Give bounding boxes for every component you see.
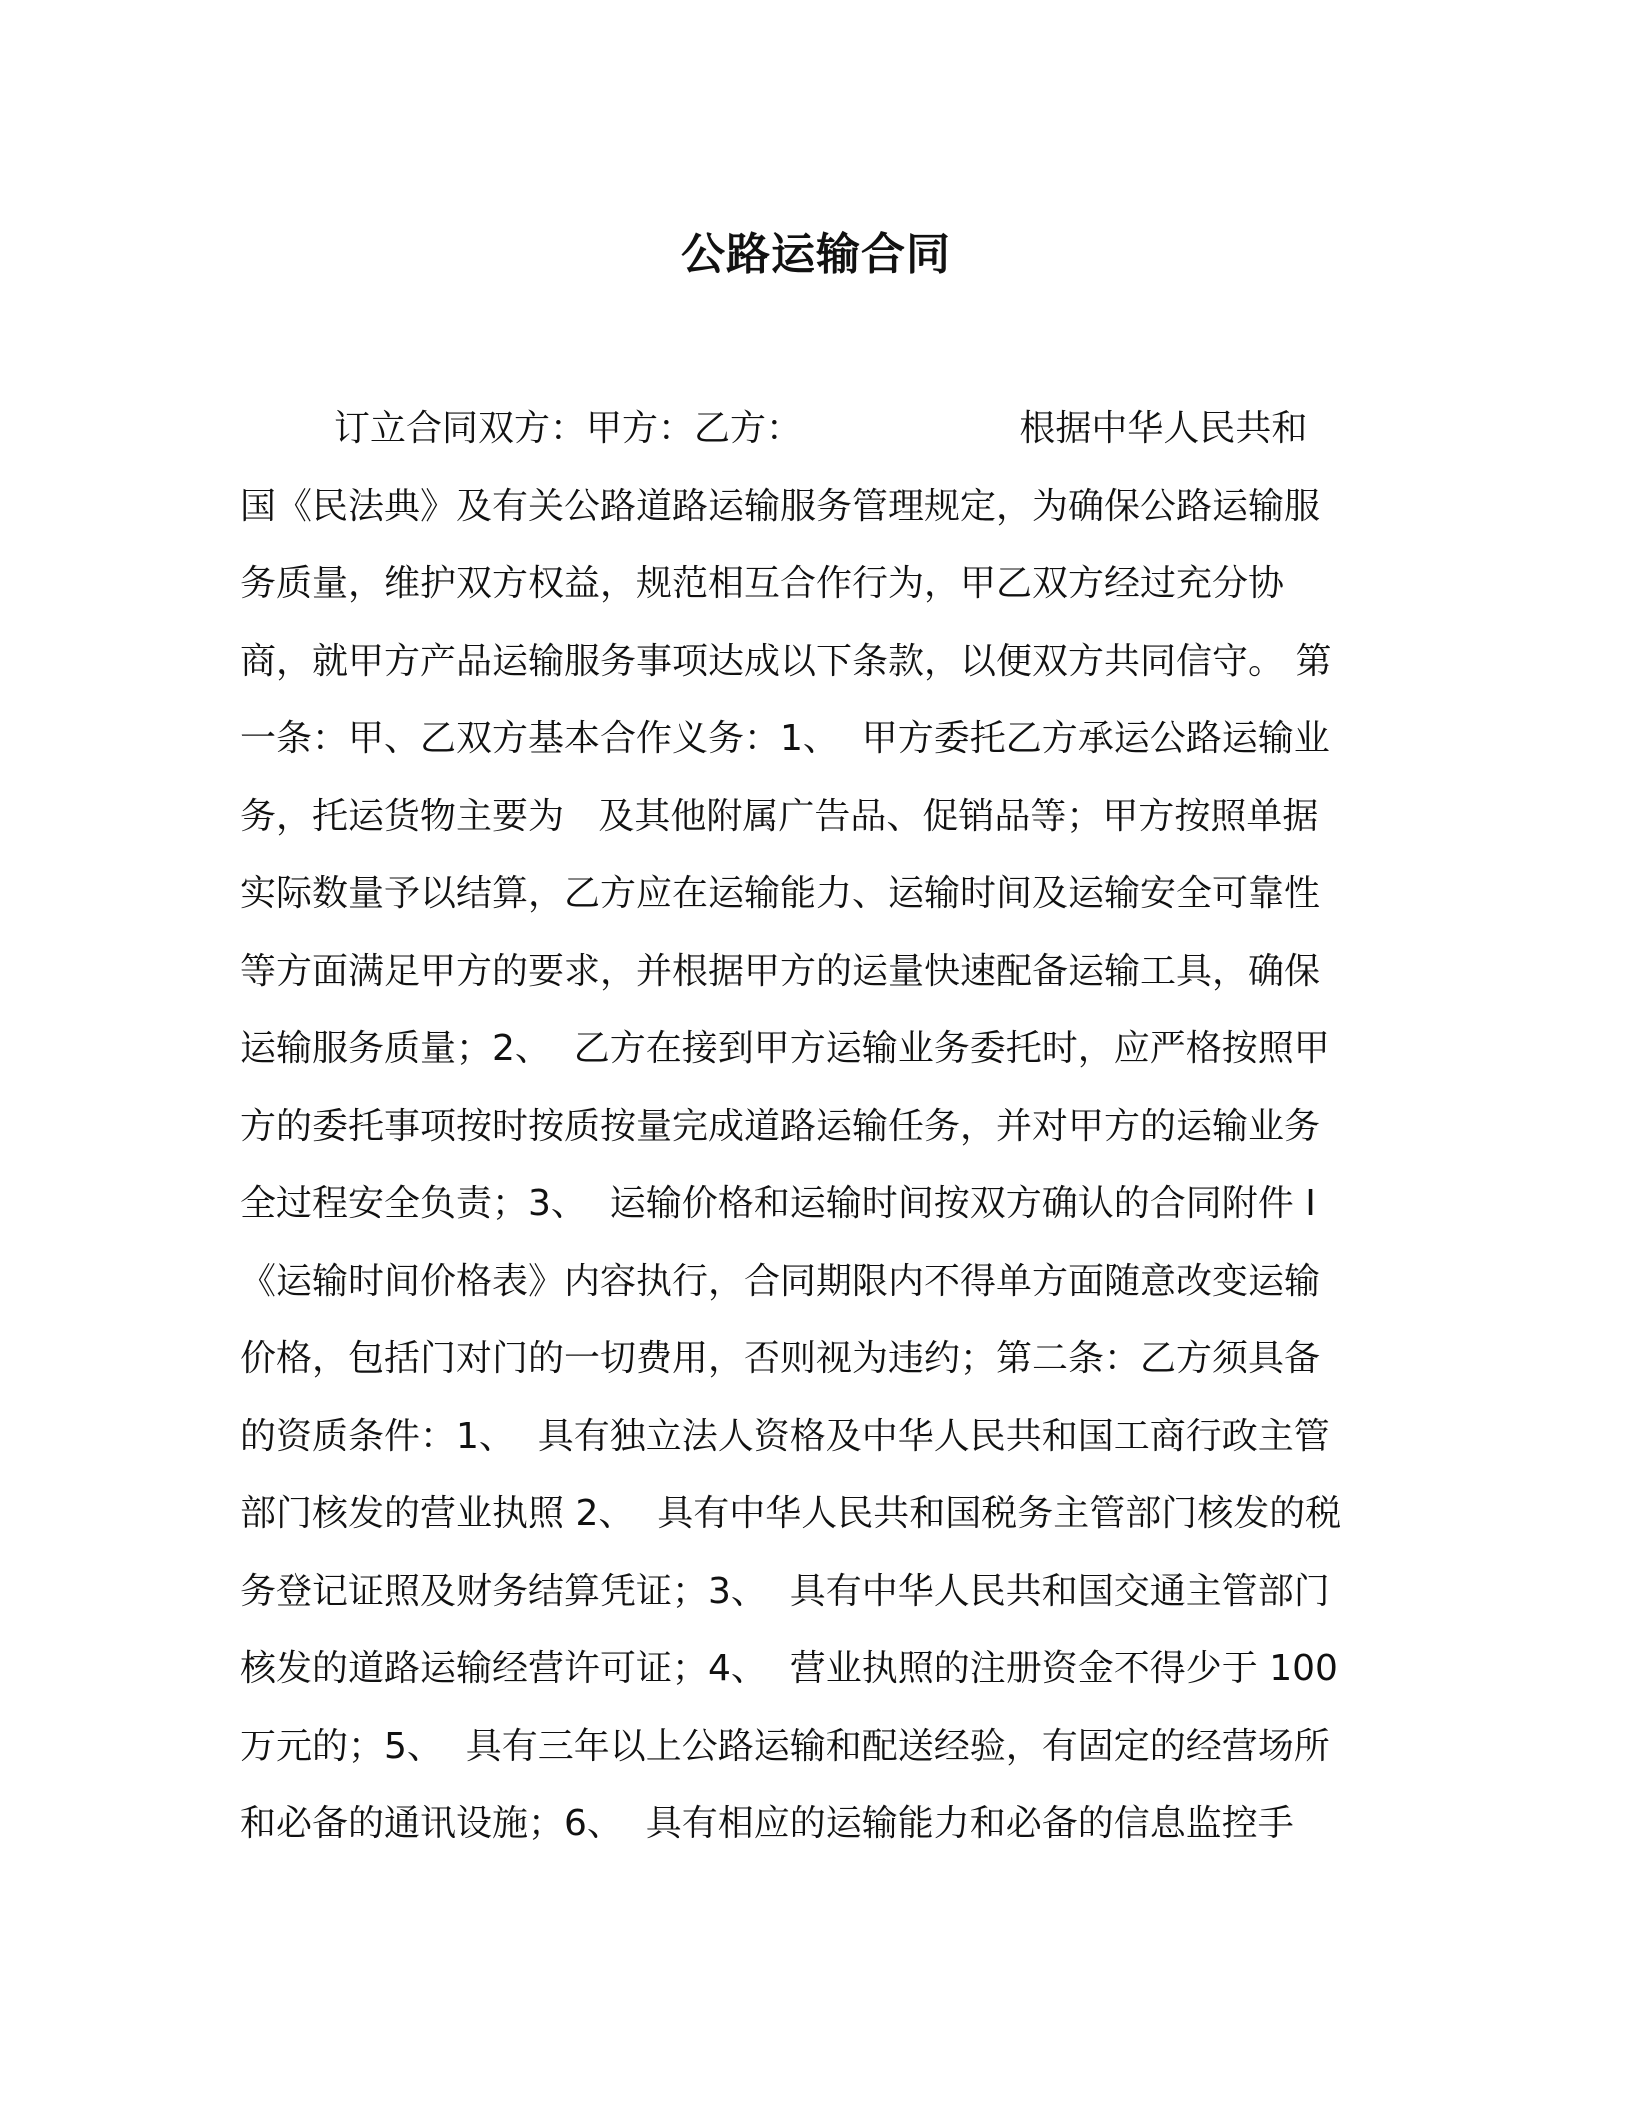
body-line: 的资质条件：1、 具有独立法人资格及中华人民共和国工商行政主管 [240, 1415, 1330, 1457]
body-line: 部门核发的营业执照 2、 具有中华人民共和国税务主管部门核发的税 [240, 1493, 1342, 1534]
body-line: 运输服务质量；2、 乙方在接到甲方运输业务委托时，应严格按照甲 [240, 1028, 1330, 1069]
body-line: 《运输时间价格表》内容执行，合同期限内不得单方面随意改变运输 [240, 1260, 1321, 1302]
body-line: 等方面满足甲方的要求，并根据甲方的运量快速配备运输工具，确保 [240, 950, 1321, 992]
document-title: 公路运输合同 [681, 229, 951, 280]
body-line: 订立合同双方：甲方：乙方： 根据中华人民共和 [334, 408, 1308, 449]
body-line: 价格，包括门对门的一切费用，否则视为违约；第二条：乙方须具备 [240, 1338, 1321, 1379]
body-line: 一条：甲、乙双方基本合作义务：1、 甲方委托乙方承运公路运输业 [240, 718, 1330, 759]
body-line: 实际数量予以结算，乙方应在运输能力、运输时间及运输安全可靠性 [240, 873, 1321, 914]
body-line: 国《民法典》及有关公路道路运输服务管理规定，为确保公路运输服 [240, 485, 1321, 527]
body-line: 核发的道路运输经营许可证；4、 营业执照的注册资金不得少于 100 [240, 1648, 1338, 1689]
body-line: 方的委托事项按时按质按量完成道路运输任务，并对甲方的运输业务 [240, 1105, 1321, 1147]
body-line: 全过程安全负责；3、 运输价格和运输时间按双方确认的合同附件 I [240, 1183, 1316, 1224]
body-line: 万元的；5、 具有三年以上公路运输和配送经验，有固定的经营场所 [240, 1725, 1330, 1767]
body-line: 务，托运货物主要为 及其他附属广告品、促销品等；甲方按照单据 [240, 795, 1319, 837]
body-line: 务质量，维护双方权益，规范相互合作行为，甲乙双方经过充分协 [240, 563, 1285, 604]
body-line: 和必备的通讯设施；6、 具有相应的运输能力和必备的信息监控手 [240, 1803, 1294, 1844]
body-line: 务登记证照及财务结算凭证；3、 具有中华人民共和国交通主管部门 [240, 1570, 1330, 1612]
contract-body [240, 390, 1370, 1863]
body-line: 商，就甲方产品运输服务事项达成以下条款，以便双方共同信守。 第 [240, 640, 1332, 682]
